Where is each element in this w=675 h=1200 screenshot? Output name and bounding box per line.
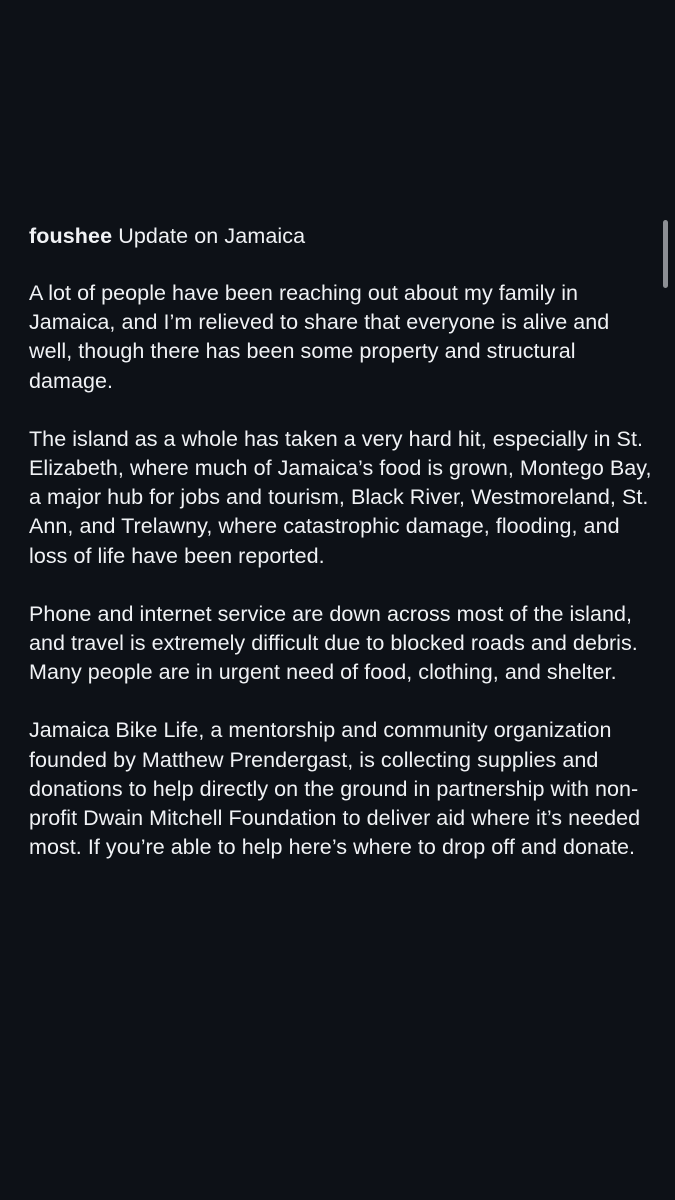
caption-container	[29, 220, 653, 891]
caption-paragraph-1: A lot of people have been reaching out about my family in Jamaica, and I’m relieved to share that everyone is alive and well, though there has been some property and structural damage.	[29, 281, 610, 393]
post-title: Update on Jamaica	[118, 224, 306, 248]
scrollbar-thumb[interactable]	[663, 220, 668, 288]
caption-paragraph-2: The island as a whole has taken a very hard hit, especially in St. Elizabeth, where much of Jamaica’s food is grown, Montego Bay, a major hub for jobs and tourism, Black River, Westmoreland, St. Ann, and Trelawny, where catastrophic damage, flooding, and loss of life have been reported.	[29, 426, 652, 568]
caption-paragraph-3: Phone and internet service are down across most of the island, and travel is extremely difficult due to blocked roads and debris. Many people are in urgent need of food, clothing, and shelter.	[29, 601, 638, 685]
caption-paragraph-4: Jamaica Bike Life, a mentorship and community organization founded by Matthew Prendergast, is collecting supplies and donations to help directly on the ground in partnership with non-profit Dwain Mitchell Foundation to deliver aid where it’s needed most. If you’re able to help here’s where to drop off and donate.	[29, 718, 641, 860]
caption-header	[29, 220, 653, 252]
username-link[interactable]: foushee	[29, 224, 113, 248]
